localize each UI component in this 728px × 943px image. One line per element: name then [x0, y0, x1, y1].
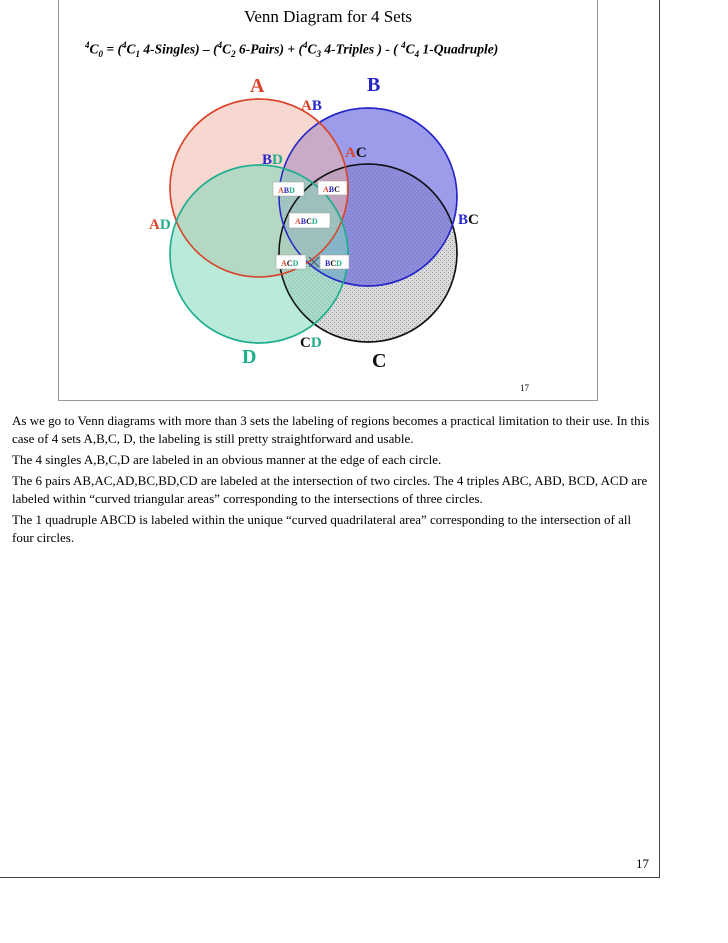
- label-AC: AC: [345, 145, 367, 161]
- label-ABC: ABC: [323, 185, 340, 194]
- label-BCD: BCD: [325, 259, 342, 268]
- label-AD: AD: [149, 217, 171, 233]
- body-paragraph-2: The 4 singles A,B,C,D are labeled in an obvious manner at the edge of each circle.: [12, 452, 442, 467]
- label-B: B: [367, 74, 381, 96]
- slide-title: Venn Diagram for 4 Sets: [243, 7, 413, 26]
- label-BD: BD: [262, 152, 283, 168]
- label-CD: CD: [300, 335, 322, 351]
- venn-diagram: [0, 0, 728, 420]
- page-frame-bottom: [0, 877, 660, 878]
- slide-formula: $^4C_0 = (^4C_1$ 4-Singles) – ($^4C_2$ 6-Pairs) + ($^4C_3$ 4-Triples ) - ( $^4C_4$ 1-Quadruple): [85, 40, 499, 60]
- label-BC: BC: [458, 212, 479, 228]
- body-paragraph-1: As we go to Venn diagrams with more than 3 sets the labeling of regions becomes a practical limitation to their use. In this case of 4 sets A,B,C, D, the labeling is still pretty straightforward and usable.: [12, 413, 650, 446]
- label-ABCD: ABCD: [295, 217, 318, 226]
- body-text: [12, 412, 652, 550]
- label-C: C: [372, 350, 387, 372]
- body-paragraph-3: The 6 pairs AB,AC,AD,BC,BD,CD are labeled at the intersection of two circles. The 4 triples ABC, ABD, BCD, ACD are labeled within “curved triangular areas” corresponding to the intersections of three circles.: [12, 473, 648, 506]
- label-D: D: [242, 346, 257, 368]
- label-ACD: ACD: [281, 259, 299, 268]
- label-AB: AB: [301, 98, 322, 114]
- body-paragraph-4: The 1 quadruple ABCD is labeled within the unique “curved quadrilateral area” corresponding to the intersection of all four circles.: [12, 512, 632, 545]
- slide-number: 17: [520, 383, 529, 393]
- label-ABD: ABD: [278, 186, 295, 195]
- label-A: A: [250, 75, 265, 97]
- page-number: 17: [636, 856, 649, 871]
